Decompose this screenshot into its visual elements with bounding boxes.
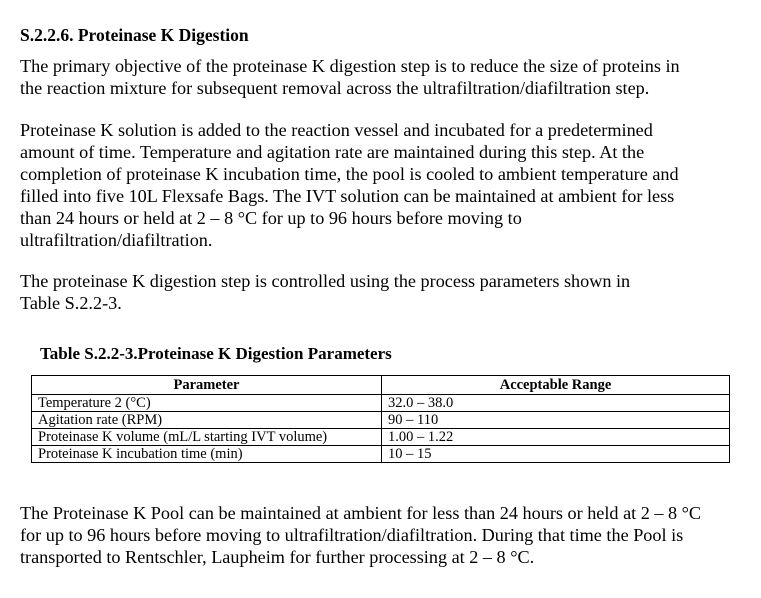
text-line: transported to Rentschler, Laupheim for further processing at 2 – 8 °C.	[20, 547, 535, 567]
paragraph-storage	[20, 502, 750, 568]
range-cell: 32.0 – 38.0	[382, 395, 730, 412]
table-row	[32, 429, 730, 446]
text-line: Table S.2.2-3.	[20, 293, 122, 313]
parameter-cell: Temperature 2 (°C)	[32, 395, 382, 412]
text-line: The primary objective of the proteinase K digestion step is to reduce the size of proteins in	[20, 56, 680, 76]
table-row	[32, 446, 730, 463]
text-line: for up to 96 hours before moving to ultrafiltration/diafiltration. During that time the Pool is	[20, 525, 684, 545]
paragraph-procedure	[20, 119, 750, 251]
range-cell: 90 – 110	[382, 412, 730, 429]
paragraph-control	[20, 270, 750, 314]
paragraph-objective	[20, 55, 750, 99]
table-row	[32, 412, 730, 429]
text-line: Proteinase K solution is added to the reaction vessel and incubated for a predetermined	[20, 120, 653, 140]
text-line: filled into five 10L Flexsafe Bags. The IVT solution can be maintained at ambient for less	[20, 186, 675, 206]
parameter-cell: Agitation rate (RPM)	[32, 412, 382, 429]
text-line: ultrafiltration/diafiltration.	[20, 230, 213, 250]
column-header-parameter: Parameter	[32, 376, 382, 395]
section-heading: S.2.2.6. Proteinase K Digestion	[20, 25, 249, 45]
text-line: The Proteinase K Pool can be maintained at ambient for less than 24 hours or held at 2 – 8 °C	[20, 503, 702, 523]
text-line: The proteinase K digestion step is controlled using the process parameters shown in	[20, 271, 631, 291]
text-line: the reaction mixture for subsequent removal across the ultrafiltration/diafiltration step.	[20, 78, 650, 98]
table-title: Table S.2.2-3.Proteinase K Digestion Parameters	[40, 344, 392, 363]
text-line: than 24 hours or held at 2 – 8 °C for up to 96 hours before moving to	[20, 208, 522, 228]
range-cell: 10 – 15	[382, 446, 730, 463]
parameter-cell: Proteinase K volume (mL/L starting IVT volume)	[32, 429, 382, 446]
table-header-row	[32, 376, 730, 395]
column-header-range: Acceptable Range	[382, 376, 730, 395]
parameters-table	[31, 375, 730, 463]
parameter-cell: Proteinase K incubation time (min)	[32, 446, 382, 463]
text-line: amount of time. Temperature and agitation rate are maintained during this step. At the	[20, 142, 645, 162]
range-cell: 1.00 – 1.22	[382, 429, 730, 446]
text-line: completion of proteinase K incubation time, the pool is cooled to ambient temperature and	[20, 164, 679, 184]
table-row	[32, 395, 730, 412]
